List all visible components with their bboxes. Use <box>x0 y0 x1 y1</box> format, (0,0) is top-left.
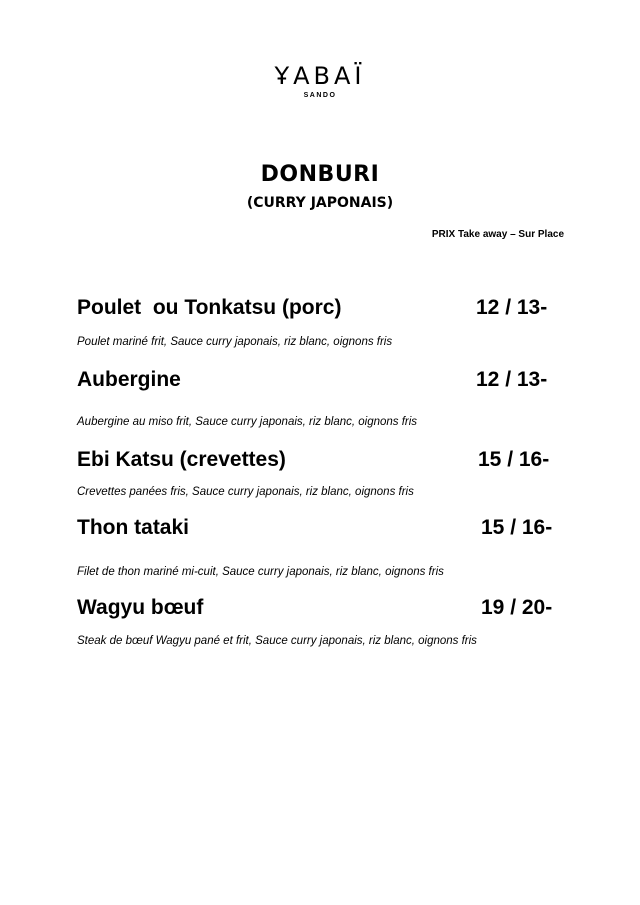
menu-item-name: Poulet ou Tonkatsu (porc) <box>77 296 342 319</box>
menu-item-price: 12 / 13- <box>476 368 548 391</box>
menu-item-name: Ebi Katsu (crevettes) <box>77 448 286 471</box>
logo-tagline: SANDO <box>303 92 337 99</box>
logo-wordmark: ҰABAЇ <box>274 62 366 90</box>
menu-item-price: 12 / 13- <box>476 296 548 319</box>
menu-item-description: Steak de bœuf Wagyu pané et frit, Sauce curry japonais, riz blanc, oignons fris <box>77 635 477 647</box>
menu-item-price: 19 / 20- <box>481 596 553 619</box>
menu-item-name: Wagyu bœuf <box>77 596 204 619</box>
menu-item-description: Poulet mariné frit, Sauce curry japonais, riz blanc, oignons fris <box>77 336 393 348</box>
menu-title: DONBURI <box>260 162 380 187</box>
menu-item-price: 15 / 16- <box>478 448 550 471</box>
menu-item-name: Thon tataki <box>77 516 190 539</box>
price-note: PRIX Take away – Sur Place <box>431 229 564 240</box>
menu-item-description: Filet de thon mariné mi-cuit, Sauce curry japonais, riz blanc, oignons fris <box>77 566 444 578</box>
menu-item-name: Aubergine <box>77 368 181 391</box>
menu-subtitle: (CURRY JAPONAIS) <box>246 195 394 211</box>
menu-item-price: 15 / 16- <box>481 516 553 539</box>
menu-item-description: Aubergine au miso frit, Sauce curry japonais, riz blanc, oignons fris <box>77 416 418 428</box>
menu-item-description: Crevettes panées fris, Sauce curry japonais, riz blanc, oignons fris <box>77 486 414 498</box>
logo <box>0 62 640 99</box>
